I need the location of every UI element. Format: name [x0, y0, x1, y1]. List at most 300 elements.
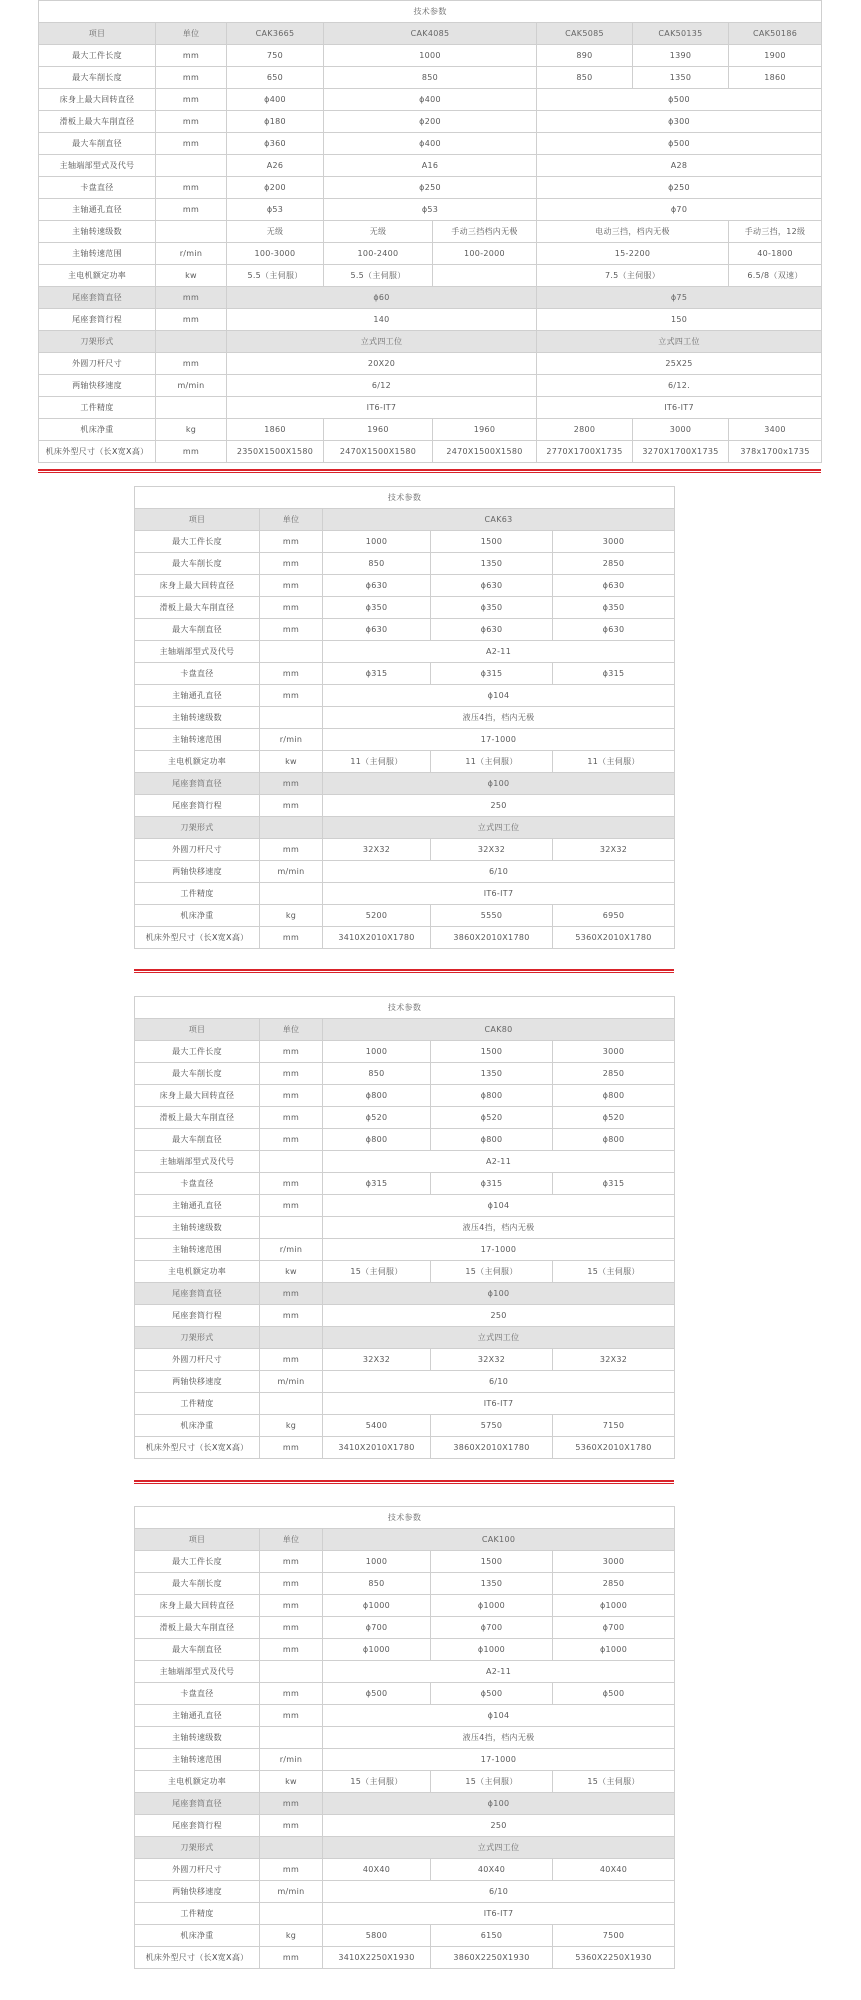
unit-cell: mm — [260, 1683, 323, 1705]
unit-cell — [260, 883, 323, 905]
value-cell: 7500 — [553, 1925, 675, 1947]
table-row — [135, 1151, 675, 1173]
param-label: 最大车削直径 — [135, 619, 260, 641]
unit-cell: mm — [260, 795, 323, 817]
value-cell: 1860 — [729, 67, 822, 89]
table-row — [39, 67, 822, 89]
table-row — [135, 1881, 675, 1903]
table-row — [135, 1085, 675, 1107]
unit-cell: r/min — [260, 1239, 323, 1261]
value-cell: IT6-IT7 — [537, 397, 822, 419]
unit-cell: r/min — [260, 729, 323, 751]
table-row — [135, 619, 675, 641]
unit-cell — [260, 1727, 323, 1749]
value-cell: A16 — [324, 155, 537, 177]
value-cell: CAK3665 — [227, 23, 324, 45]
unit-cell — [260, 1903, 323, 1925]
table-row — [39, 243, 822, 265]
param-label: 刀架形式 — [135, 1327, 260, 1349]
value-cell: ϕ700 — [323, 1617, 431, 1639]
table-header-row — [135, 1019, 675, 1041]
value-cell: ϕ104 — [323, 1195, 675, 1217]
value-cell: ϕ400 — [324, 89, 537, 111]
value-cell: 无级 — [227, 221, 324, 243]
value-cell: 液压4挡，档内无极 — [323, 707, 675, 729]
param-label: 两轴快移速度 — [135, 1371, 260, 1393]
value-cell: IT6-IT7 — [323, 883, 675, 905]
table-row — [39, 375, 822, 397]
param-label: 项目 — [39, 23, 156, 45]
value-cell: 850 — [323, 1573, 431, 1595]
value-cell: 15（主伺服） — [553, 1261, 675, 1283]
param-label: 主轴转速范围 — [39, 243, 156, 265]
unit-cell: kw — [260, 1261, 323, 1283]
unit-cell — [156, 397, 227, 419]
value-cell: ϕ315 — [431, 1173, 553, 1195]
table-row — [135, 795, 675, 817]
table-row — [135, 1705, 675, 1727]
table-row — [135, 1859, 675, 1881]
value-cell: 5400 — [323, 1415, 431, 1437]
value-cell: 32X32 — [323, 1349, 431, 1371]
param-label: 主轴转速范围 — [135, 1749, 260, 1771]
value-cell: ϕ630 — [553, 619, 675, 641]
table-row — [135, 883, 675, 905]
value-cell: 250 — [323, 1305, 675, 1327]
unit-cell: mm — [260, 1305, 323, 1327]
table-title-row — [135, 1507, 675, 1529]
table-row — [135, 1771, 675, 1793]
value-cell: ϕ630 — [431, 619, 553, 641]
value-cell: 1500 — [431, 1041, 553, 1063]
unit-cell: mm — [156, 353, 227, 375]
value-cell: A2-11 — [323, 1151, 675, 1173]
param-label: 外圆刀杆尺寸 — [135, 839, 260, 861]
value-cell: ϕ630 — [431, 575, 553, 597]
value-cell: 手动三挡档内无极 — [433, 221, 537, 243]
value-cell: ϕ104 — [323, 685, 675, 707]
param-label: 主轴转速范围 — [135, 1239, 260, 1261]
value-cell: 150 — [537, 309, 822, 331]
value-cell: 32X32 — [553, 839, 675, 861]
value-cell: ϕ315 — [431, 663, 553, 685]
param-label: 卡盘直径 — [135, 663, 260, 685]
value-cell: ϕ315 — [553, 1173, 675, 1195]
value-cell: 15（主伺服） — [431, 1771, 553, 1793]
unit-cell: mm — [156, 441, 227, 463]
table-row — [135, 663, 675, 685]
value-cell: 立式四工位 — [537, 331, 822, 353]
spec-table-cak63 — [134, 486, 675, 949]
value-cell: 250 — [323, 1815, 675, 1837]
value-cell: 3860X2250X1930 — [431, 1947, 553, 1969]
unit-cell: m/min — [156, 375, 227, 397]
value-cell: 5800 — [323, 1925, 431, 1947]
value-cell: 32X32 — [431, 1349, 553, 1371]
value-cell: ϕ350 — [323, 597, 431, 619]
table-row — [39, 397, 822, 419]
value-cell: 11（主伺服） — [323, 751, 431, 773]
value-cell: ϕ70 — [537, 199, 822, 221]
section-divider — [134, 969, 674, 974]
param-label: 最大车削直径 — [135, 1639, 260, 1661]
table-row — [39, 45, 822, 67]
param-label: 尾座套筒行程 — [39, 309, 156, 331]
value-cell: ϕ315 — [323, 1173, 431, 1195]
value-cell: 3410X2250X1930 — [323, 1947, 431, 1969]
table-title-row — [135, 487, 675, 509]
unit-cell: kg — [260, 905, 323, 927]
param-label: 滑板上最大车削直径 — [135, 597, 260, 619]
value-cell: 1900 — [729, 45, 822, 67]
table-row — [39, 111, 822, 133]
table-row — [135, 1415, 675, 1437]
value-cell: ϕ360 — [227, 133, 324, 155]
value-cell: ϕ630 — [553, 575, 675, 597]
table-header-row — [135, 773, 675, 795]
value-cell: 17-1000 — [323, 1749, 675, 1771]
table-row — [135, 707, 675, 729]
unit-cell: mm — [260, 553, 323, 575]
value-cell: 5550 — [431, 905, 553, 927]
value-cell: 15（主伺服） — [431, 1261, 553, 1283]
unit-cell: kw — [260, 751, 323, 773]
unit-cell — [260, 817, 323, 839]
value-cell: 6/12 — [227, 375, 537, 397]
param-label: 机床外型尺寸（长X宽X高） — [135, 1437, 260, 1459]
table-row — [135, 1683, 675, 1705]
value-cell: ϕ350 — [553, 597, 675, 619]
value-cell: 3000 — [633, 419, 729, 441]
table-row — [39, 89, 822, 111]
table-row — [39, 177, 822, 199]
unit-cell: mm — [260, 1639, 323, 1661]
table-row — [39, 265, 822, 287]
value-cell: ϕ520 — [553, 1107, 675, 1129]
param-label: 主轴转速范围 — [135, 729, 260, 751]
param-label: 主轴通孔直径 — [39, 199, 156, 221]
unit-cell: mm — [156, 89, 227, 111]
unit-cell: mm — [260, 1041, 323, 1063]
table-row — [135, 1217, 675, 1239]
table-row — [135, 1261, 675, 1283]
value-cell: ϕ53 — [324, 199, 537, 221]
table-row — [39, 441, 822, 463]
unit-cell: mm — [156, 199, 227, 221]
unit-cell: 单位 — [260, 509, 323, 531]
table-row — [135, 1573, 675, 1595]
table-row — [135, 1063, 675, 1085]
param-label: 主轴端部型式及代号 — [135, 1151, 260, 1173]
value-cell: IT6-IT7 — [323, 1393, 675, 1415]
value-cell: 15（主伺服） — [553, 1771, 675, 1793]
param-label: 工件精度 — [135, 883, 260, 905]
unit-cell: mm — [260, 1617, 323, 1639]
value-cell: 6/10 — [323, 1881, 675, 1903]
table-row — [135, 1349, 675, 1371]
table-row — [135, 1129, 675, 1151]
param-label: 最大工件长度 — [39, 45, 156, 67]
unit-cell: 单位 — [156, 23, 227, 45]
table-row — [135, 1925, 675, 1947]
value-cell: 3860X2010X1780 — [431, 927, 553, 949]
unit-cell: mm — [260, 1349, 323, 1371]
value-cell: CAK5085 — [537, 23, 633, 45]
value-cell: 6150 — [431, 1925, 553, 1947]
value-cell: 750 — [227, 45, 324, 67]
value-cell: 40X40 — [431, 1859, 553, 1881]
value-cell: ϕ75 — [537, 287, 822, 309]
table-row — [135, 641, 675, 663]
value-cell: ϕ500 — [537, 89, 822, 111]
value-cell: 378x1700x1735 — [729, 441, 822, 463]
unit-cell: mm — [156, 67, 227, 89]
value-cell: 1350 — [431, 553, 553, 575]
value-cell: 1960 — [324, 419, 433, 441]
table-header-row — [39, 331, 822, 353]
value-cell: ϕ500 — [431, 1683, 553, 1705]
param-label: 机床净重 — [135, 1415, 260, 1437]
value-cell: ϕ1000 — [553, 1595, 675, 1617]
table-row — [135, 927, 675, 949]
value-cell: 2470X1500X1580 — [433, 441, 537, 463]
table-row — [39, 199, 822, 221]
param-label: 主轴端部型式及代号 — [135, 1661, 260, 1683]
unit-cell: mm — [156, 309, 227, 331]
unit-cell: kw — [260, 1771, 323, 1793]
param-label: 机床净重 — [39, 419, 156, 441]
table-row — [135, 1727, 675, 1749]
table-row — [39, 419, 822, 441]
param-label: 最大工件长度 — [135, 1041, 260, 1063]
value-cell: 40-1800 — [729, 243, 822, 265]
value-cell: ϕ800 — [323, 1085, 431, 1107]
value-cell: 1390 — [633, 45, 729, 67]
value-cell — [433, 265, 537, 287]
unit-cell: mm — [260, 663, 323, 685]
table-row — [135, 1041, 675, 1063]
value-cell: CAK50135 — [633, 23, 729, 45]
table-header-row — [135, 509, 675, 531]
value-cell: 25X25 — [537, 353, 822, 375]
table-row — [39, 155, 822, 177]
value-cell: 40X40 — [323, 1859, 431, 1881]
unit-cell: mm — [260, 575, 323, 597]
value-cell: ϕ700 — [431, 1617, 553, 1639]
value-cell: ϕ300 — [537, 111, 822, 133]
value-cell: CAK50186 — [729, 23, 822, 45]
param-label: 工件精度 — [135, 1903, 260, 1925]
value-cell: A26 — [227, 155, 324, 177]
unit-cell: 单位 — [260, 1019, 323, 1041]
unit-cell: kg — [260, 1925, 323, 1947]
table-row — [135, 1437, 675, 1459]
value-cell: ϕ500 — [537, 133, 822, 155]
value-cell: 100-3000 — [227, 243, 324, 265]
value-cell: ϕ800 — [553, 1129, 675, 1151]
value-cell: ϕ350 — [431, 597, 553, 619]
value-cell: 1860 — [227, 419, 324, 441]
param-label: 卡盘直径 — [39, 177, 156, 199]
value-cell: 20X20 — [227, 353, 537, 375]
param-label: 主轴通孔直径 — [135, 685, 260, 707]
value-cell: 6950 — [553, 905, 675, 927]
table-row — [135, 531, 675, 553]
param-label: 卡盘直径 — [135, 1683, 260, 1705]
param-label: 机床净重 — [135, 905, 260, 927]
table-row — [135, 1639, 675, 1661]
value-cell: 立式四工位 — [323, 1837, 675, 1859]
value-cell: ϕ400 — [324, 133, 537, 155]
unit-cell: r/min — [156, 243, 227, 265]
param-label: 主轴转速级数 — [135, 707, 260, 729]
table-row — [39, 309, 822, 331]
value-cell: ϕ200 — [324, 111, 537, 133]
value-cell: 液压4挡，档内无极 — [323, 1727, 675, 1749]
value-cell: A2-11 — [323, 641, 675, 663]
table-row — [135, 1617, 675, 1639]
table-header-row — [39, 23, 822, 45]
param-label: 刀架形式 — [39, 331, 156, 353]
value-cell: ϕ500 — [323, 1683, 431, 1705]
value-cell: 6/10 — [323, 861, 675, 883]
table-row — [135, 1371, 675, 1393]
value-cell: 11（主伺服） — [431, 751, 553, 773]
table-row — [135, 1815, 675, 1837]
value-cell: 6.5/8（双速） — [729, 265, 822, 287]
value-cell: 液压4挡，档内无极 — [323, 1217, 675, 1239]
value-cell: 650 — [227, 67, 324, 89]
value-cell: 100-2400 — [324, 243, 433, 265]
param-label: 床身上最大回转直径 — [135, 1085, 260, 1107]
value-cell: 3410X2010X1780 — [323, 927, 431, 949]
unit-cell: mm — [260, 531, 323, 553]
unit-cell: mm — [260, 1063, 323, 1085]
unit-cell: mm — [260, 1107, 323, 1129]
table-title: 技术参数 — [135, 487, 675, 509]
value-cell: 1960 — [433, 419, 537, 441]
value-cell: 15（主伺服） — [323, 1261, 431, 1283]
param-label: 床身上最大回转直径 — [135, 1595, 260, 1617]
param-label: 机床净重 — [135, 1925, 260, 1947]
param-label: 两轴快移速度 — [135, 1881, 260, 1903]
value-cell: ϕ100 — [323, 1283, 675, 1305]
value-cell: ϕ520 — [323, 1107, 431, 1129]
table-title-row — [39, 1, 822, 23]
value-cell: ϕ700 — [553, 1617, 675, 1639]
value-cell: 3000 — [553, 1551, 675, 1573]
unit-cell: mm — [260, 773, 323, 795]
value-cell: 32X32 — [553, 1349, 675, 1371]
param-label: 最大工件长度 — [135, 531, 260, 553]
unit-cell: mm — [260, 839, 323, 861]
value-cell: 3270X1700X1735 — [633, 441, 729, 463]
value-cell: 6/12. — [537, 375, 822, 397]
value-cell: 5.5（主伺服） — [324, 265, 433, 287]
value-cell: ϕ315 — [553, 663, 675, 685]
param-label: 主轴转速级数 — [135, 1217, 260, 1239]
unit-cell: mm — [260, 1815, 323, 1837]
table-title: 技术参数 — [39, 1, 822, 23]
param-label: 机床外型尺寸（长X宽X高） — [135, 927, 260, 949]
value-cell: 5360X2010X1780 — [553, 927, 675, 949]
param-label: 主电机额定功率 — [135, 1261, 260, 1283]
param-label: 工件精度 — [39, 397, 156, 419]
param-label: 尾座套筒直径 — [135, 1793, 260, 1815]
value-cell: IT6-IT7 — [323, 1903, 675, 1925]
value-cell: 1000 — [324, 45, 537, 67]
unit-cell: mm — [260, 1551, 323, 1573]
value-cell: 1000 — [323, 531, 431, 553]
value-cell: 890 — [537, 45, 633, 67]
table-row — [135, 1903, 675, 1925]
table-row — [135, 1239, 675, 1261]
unit-cell: mm — [260, 1129, 323, 1151]
table-header-row — [135, 1327, 675, 1349]
value-cell: 15（主伺服） — [323, 1771, 431, 1793]
value-cell: 3860X2010X1780 — [431, 1437, 553, 1459]
value-cell: CAK80 — [323, 1019, 675, 1041]
value-cell: 3410X2010X1780 — [323, 1437, 431, 1459]
param-label: 主轴通孔直径 — [135, 1705, 260, 1727]
value-cell: ϕ180 — [227, 111, 324, 133]
param-label: 项目 — [135, 1529, 260, 1551]
value-cell: ϕ60 — [227, 287, 537, 309]
value-cell: ϕ800 — [431, 1085, 553, 1107]
table-row — [135, 1551, 675, 1573]
value-cell: 3000 — [553, 1041, 675, 1063]
value-cell: ϕ500 — [553, 1683, 675, 1705]
value-cell: 5750 — [431, 1415, 553, 1437]
unit-cell: kg — [260, 1415, 323, 1437]
param-label: 最大车削直径 — [135, 1129, 260, 1151]
value-cell: 1350 — [633, 67, 729, 89]
table-row — [135, 575, 675, 597]
param-label: 尾座套筒直径 — [135, 773, 260, 795]
param-label: 主轴转速级数 — [135, 1727, 260, 1749]
unit-cell: 单位 — [260, 1529, 323, 1551]
table-row — [135, 1749, 675, 1771]
value-cell: 11（主伺服） — [553, 751, 675, 773]
param-label: 最大车削长度 — [135, 553, 260, 575]
table-header-row — [39, 287, 822, 309]
unit-cell: m/min — [260, 1371, 323, 1393]
unit-cell: mm — [260, 1705, 323, 1727]
param-label: 主电机额定功率 — [39, 265, 156, 287]
value-cell: 1000 — [323, 1041, 431, 1063]
unit-cell: mm — [260, 597, 323, 619]
value-cell: ϕ250 — [324, 177, 537, 199]
value-cell: 5200 — [323, 905, 431, 927]
table-header-row — [135, 817, 675, 839]
value-cell: ϕ1000 — [431, 1595, 553, 1617]
value-cell: 2850 — [553, 1063, 675, 1085]
value-cell: 2800 — [537, 419, 633, 441]
param-label: 外圆刀杆尺寸 — [135, 1859, 260, 1881]
table-title-row — [135, 997, 675, 1019]
value-cell: 立式四工位 — [323, 817, 675, 839]
table-row — [135, 1947, 675, 1969]
unit-cell: m/min — [260, 1881, 323, 1903]
value-cell: 850 — [537, 67, 633, 89]
param-label: 最大车削长度 — [135, 1573, 260, 1595]
param-label: 机床外型尺寸（长X宽X高） — [39, 441, 156, 463]
value-cell: 1500 — [431, 1551, 553, 1573]
value-cell: 无级 — [324, 221, 433, 243]
value-cell: 立式四工位 — [227, 331, 537, 353]
param-label: 最大车削长度 — [39, 67, 156, 89]
value-cell: ϕ250 — [537, 177, 822, 199]
